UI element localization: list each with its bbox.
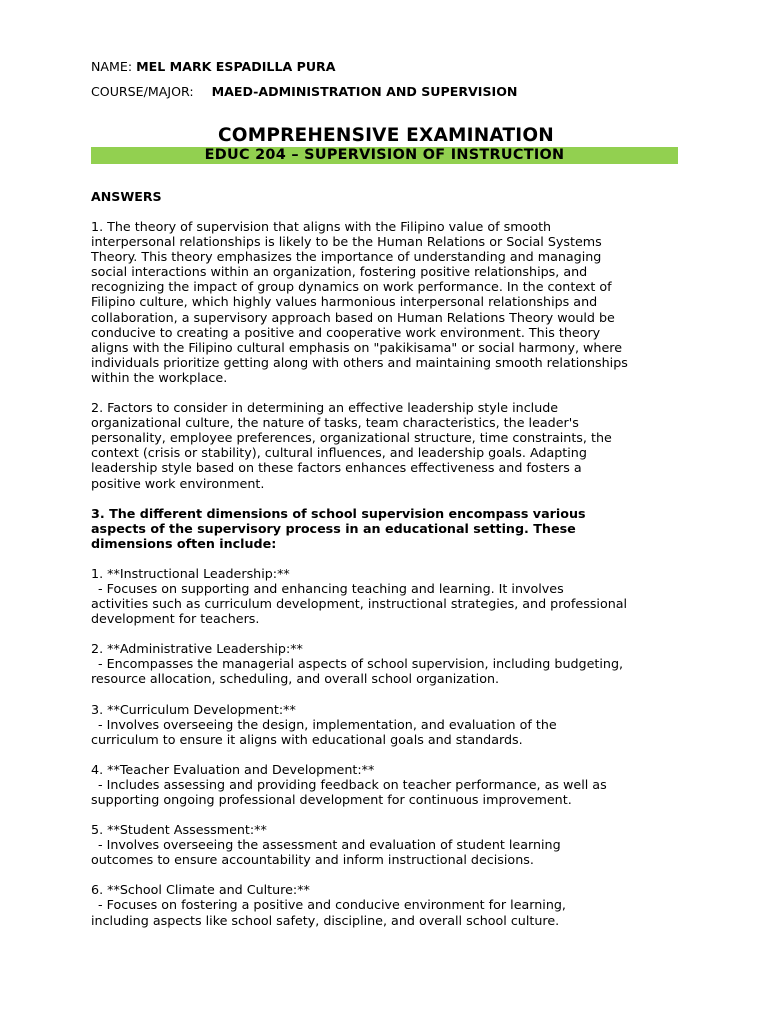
dimension-line: - Encompasses the managerial aspects of school supervision, including budgeting, bbox=[98, 656, 624, 672]
dimension-item bbox=[91, 641, 681, 686]
answer-1-line: collaboration, a supervisory approach based on Human Relations Theory would be bbox=[91, 309, 615, 325]
answer-2-line: context (crisis or stability), cultural influences, and leadership goals. Adapting bbox=[91, 445, 587, 461]
course-value: MAED-ADMINISTRATION AND SUPERVISION bbox=[211, 84, 518, 99]
answer-1-line: social interactions within an organization, fostering positive relationships, and bbox=[91, 264, 588, 280]
document-page bbox=[91, 59, 681, 928]
dimension-item bbox=[91, 822, 681, 867]
dimension-line: outcomes to ensure accountability and inform instructional decisions. bbox=[91, 852, 534, 868]
answer-2-line: personality, employee preferences, organizational structure, time constraints, the bbox=[91, 430, 612, 446]
dimension-heading: 1. **Instructional Leadership:** bbox=[91, 565, 290, 581]
name-line bbox=[91, 59, 681, 75]
dimension-item bbox=[91, 566, 681, 626]
answer-1-paragraph bbox=[91, 219, 681, 385]
dimension-line: - Focuses on supporting and enhancing teaching and learning. It involves bbox=[98, 580, 564, 596]
dimension-heading: 2. **Administrative Leadership:** bbox=[91, 641, 303, 657]
name-value: MEL MARK ESPADILLA PURA bbox=[136, 59, 336, 74]
answers-heading: ANSWERS bbox=[91, 189, 162, 204]
dimension-line: curriculum to ensure it aligns with educational goals and standards. bbox=[91, 731, 523, 747]
answer-2-line: organizational culture, the nature of tasks, team characteristics, the leader's bbox=[91, 415, 579, 431]
dimension-item bbox=[91, 882, 681, 927]
answer-2-line: leadership style based on these factors enhances effectiveness and fosters a bbox=[91, 460, 582, 476]
dimension-line: activities such as curriculum development, instructional strategies, and professional bbox=[91, 596, 628, 612]
answer-1-line: individuals prioritize getting along with others and maintaining smooth relationships bbox=[91, 354, 628, 370]
name-label: NAME: bbox=[91, 59, 133, 74]
course-label: COURSE/MAJOR: bbox=[91, 84, 194, 99]
answer-1-line: recognizing the impact of group dynamics on work performance. In the context of bbox=[91, 279, 612, 295]
dimension-line: - Includes assessing and providing feedback on teacher performance, as well as bbox=[98, 776, 607, 792]
dimension-item bbox=[91, 762, 681, 807]
course-line bbox=[91, 84, 681, 100]
answer-3-intro bbox=[91, 506, 681, 551]
dimension-line: - Focuses on fostering a positive and conducive environment for learning, bbox=[98, 897, 566, 913]
dimension-line: resource allocation, scheduling, and overall school organization. bbox=[91, 671, 500, 687]
answer-1-line: aligns with the Filipino cultural emphasis on "pakikisama" or social harmony, where bbox=[91, 339, 623, 355]
dimension-line: supporting ongoing professional development for continuous improvement. bbox=[91, 792, 572, 807]
document-title: COMPREHENSIVE EXAMINATION bbox=[218, 125, 554, 146]
answer-1-line: conducive to creating a positive and cooperative work environment. This theory bbox=[91, 324, 601, 340]
dimension-line: including aspects like school safety, discipline, and overall school culture. bbox=[91, 912, 560, 928]
dimension-heading: 4. **Teacher Evaluation and Development:** bbox=[91, 761, 375, 777]
dimension-heading: 3. **Curriculum Development:** bbox=[91, 701, 296, 717]
subtitle-bar: EDUC 204 – SUPERVISION OF INSTRUCTION bbox=[91, 147, 678, 164]
answer-1-line: Theory. This theory emphasizes the importance of understanding and managing bbox=[91, 249, 602, 265]
answer-2-paragraph bbox=[91, 400, 681, 491]
dimension-item bbox=[91, 702, 681, 747]
answer-2-line: positive work environment. bbox=[91, 475, 265, 491]
dimension-line: - Involves overseeing the design, implementation, and evaluation of the bbox=[98, 716, 557, 732]
answer-3-line: aspects of the supervisory process in an educational setting. These bbox=[91, 520, 576, 536]
answer-2-line: 2. Factors to consider in determining an effective leadership style include bbox=[91, 400, 559, 416]
dimension-heading: 6. **School Climate and Culture:** bbox=[91, 882, 310, 898]
dimension-heading: 5. **Student Assessment:** bbox=[91, 822, 267, 838]
dimension-line: development for teachers. bbox=[91, 611, 260, 627]
answer-1-line: 1. The theory of supervision that aligns with the Filipino value of smooth bbox=[91, 219, 552, 234]
answer-1-line: interpersonal relationships is likely to be the Human Relations or Social Systems bbox=[91, 234, 602, 250]
dimension-line: - Involves overseeing the assessment and evaluation of student learning bbox=[98, 837, 561, 853]
answer-3-line: 3. The different dimensions of school supervision encompass various bbox=[91, 505, 586, 521]
answer-3-line: dimensions often include: bbox=[91, 535, 277, 551]
answer-1-line: Filipino culture, which highly values harmonious interpersonal relationships and bbox=[91, 294, 598, 310]
answer-1-line: within the workplace. bbox=[91, 369, 228, 385]
